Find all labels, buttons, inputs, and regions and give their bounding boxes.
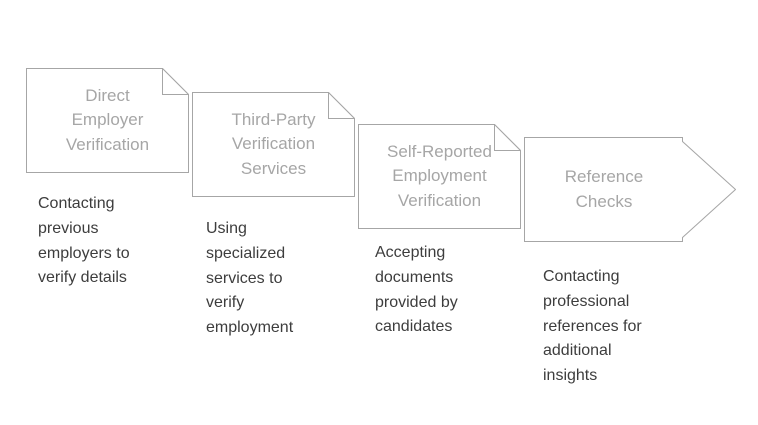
- step-3-title-line-3: Verification: [397, 190, 482, 210]
- step-1-description: [38, 192, 178, 291]
- step-2-description: [206, 217, 346, 341]
- step-3-folded-box-shape: [358, 124, 521, 229]
- step-1-desc-line-4: verify details: [38, 269, 127, 287]
- step-4-desc-line-4: additional: [543, 342, 612, 360]
- step-4-arrow-shape: [524, 137, 736, 242]
- step-1-folded-box-shape: [26, 68, 189, 173]
- step-4-title-line-1: Reference: [564, 166, 644, 186]
- step-2-title-line-1: Third-Party: [231, 109, 316, 129]
- step-2-title-line-3: Services: [240, 158, 307, 178]
- step-4-description: [543, 265, 693, 389]
- step-2-desc-line-1: Using: [206, 220, 247, 237]
- step-1-title-line-3: Verification: [65, 134, 150, 154]
- step-4-desc-line-2: professional: [543, 292, 630, 310]
- step-4-desc-line-5: insights: [543, 367, 598, 385]
- step-1-title-line-2: Employer: [71, 110, 144, 130]
- step-2-desc-line-2: specialized: [206, 244, 286, 262]
- step-4-desc-line-1: Contacting: [543, 268, 620, 285]
- step-1-desc-line-1: Contacting: [38, 195, 115, 212]
- step-1-desc-line-3: employers to: [38, 244, 130, 262]
- step-2-desc-line-4: verify: [206, 294, 245, 312]
- step-4-title-line-2: Checks: [575, 191, 633, 211]
- step-1-desc-line-2: previous: [38, 219, 99, 237]
- step-2-desc-line-3: services to: [206, 269, 283, 287]
- step-4-desc-line-3: references for: [543, 317, 642, 335]
- step-2-desc-line-5: employment: [206, 319, 294, 337]
- step-3-desc-line-2: documents: [375, 268, 454, 286]
- step-3-desc-line-3: provided by: [375, 293, 458, 311]
- step-2-folded-box-shape: [192, 92, 355, 197]
- step-1-title-line-1: Direct: [85, 85, 130, 105]
- step-3-title-line-1: Self-Reported: [387, 141, 492, 161]
- step-3-description: [375, 241, 515, 340]
- step-2-title-line-2: Verification: [231, 134, 316, 154]
- step-3-desc-line-1: Accepting: [375, 244, 446, 261]
- step-3-desc-line-4: candidates: [375, 318, 453, 336]
- step-3-title-line-2: Employment: [392, 166, 487, 186]
